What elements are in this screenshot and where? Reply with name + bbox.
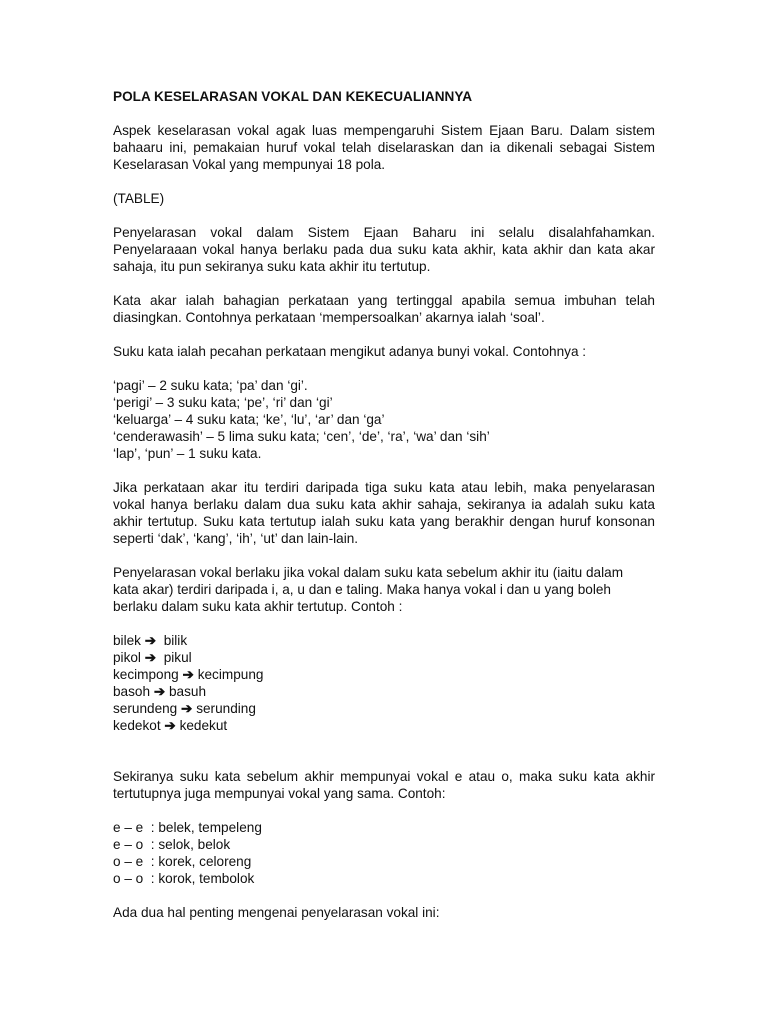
list-item: ‘perigi’ – 3 suku kata; ‘pe’, ‘ri’ dan ‘gi’	[113, 395, 333, 410]
list-item	[113, 870, 655, 887]
vowel-pair-list	[113, 819, 655, 887]
new-spelling: pikul	[163, 650, 192, 665]
vowel-pair-words: : selok, belok	[150, 837, 231, 852]
old-spelling: basoh	[113, 684, 151, 699]
vowel-pair: o – o	[113, 871, 144, 886]
list-item: ‘pagi’ – 2 suku kata; ‘pa’ dan ‘gi’.	[113, 378, 308, 393]
vowel-pair-words: : belek, tempeleng	[150, 820, 262, 835]
paragraph-harmony-rule	[113, 564, 655, 615]
vowel-pair: o – e	[113, 854, 144, 869]
vowel-pair: e – o	[113, 837, 144, 852]
paragraph-line: berlaku dalam suku kata akhir tertutup. Contoh :	[113, 599, 403, 614]
old-spelling: bilek	[113, 633, 141, 648]
list-item	[113, 632, 655, 649]
old-spelling: serundeng	[113, 701, 178, 716]
paragraph-intro: Aspek keselarasan vokal agak luas mempengaruhi Sistem Ejaan Baru. Dalam sistem bahaaru ini, pemakaian huruf vokal telah diselaraskan dan ia dikenali sebagai Sistem Keselarasan Vokal yang mempunyai 18 pola.	[113, 123, 655, 172]
arrow-right-icon: ➔	[181, 701, 193, 716]
list-item	[113, 819, 655, 836]
old-spelling: pikol	[113, 650, 141, 665]
list-item	[113, 649, 655, 666]
old-spelling: kedekot	[113, 718, 161, 733]
arrow-right-icon: ➔	[153, 684, 166, 699]
arrow-right-icon: ➔	[182, 667, 194, 682]
list-item: ‘lap’, ‘pun’ – 1 suku kata.	[113, 446, 262, 461]
paragraph-e-o-rule: Sekiranya suku kata sebelum akhir mempunyai vokal e atau o, maka suku kata akhir tertutupnya juga mempunyai vokal yang sama. Contoh:	[113, 769, 655, 801]
list-item	[113, 836, 655, 853]
arrow-right-icon: ➔	[164, 718, 176, 733]
list-item	[113, 853, 655, 870]
arrow-right-icon: ➔	[144, 633, 157, 648]
list-item: ‘cenderawasih’ – 5 lima suku kata; ‘cen’, ‘de’, ‘ra’, ‘wa’ dan ‘sih’	[113, 429, 490, 444]
paragraph-misunderstanding: Penyelarasan vokal dalam Sistem Ejaan Baharu ini selalu disalahfahamkan. Penyelaraaan vokal hanya berlaku pada dua suku kata akhir, kata akhir dan kata akar sahaja, itu pun sekiranya suku kata akhir itu tertutup.	[113, 225, 655, 274]
new-spelling: basuh	[169, 684, 207, 699]
spelling-change-list	[113, 632, 655, 734]
vowel-pair-words: : korek, celoreng	[150, 854, 252, 869]
vowel-pair-words: : korok, tembolok	[150, 871, 255, 886]
document-body	[113, 88, 655, 938]
paragraph-syllable-definition: Suku kata ialah pecahan perkataan mengikut adanya bunyi vokal. Contohnya :	[113, 344, 587, 359]
paragraph-line: Penyelarasan vokal berlaku jika vokal dalam suku kata sebelum akhir itu (iaitu dalam	[113, 565, 624, 580]
arrow-right-icon: ➔	[144, 650, 157, 665]
paragraph-root-word: Kata akar ialah bahagian perkataan yang tertinggal apabila semua imbuhan telah diasingkan. Contohnya perkataan ‘mempersoalkan’ akarnya ialah ‘soal’.	[113, 293, 655, 325]
new-spelling: serunding	[196, 701, 256, 716]
table-placeholder: (TABLE)	[113, 191, 165, 206]
new-spelling: kedekut	[179, 718, 228, 733]
syllable-example-list	[113, 377, 655, 462]
list-item	[113, 666, 655, 683]
new-spelling: kecimpung	[197, 667, 264, 682]
old-spelling: kecimpong	[113, 667, 179, 682]
list-item	[113, 683, 655, 700]
list-item	[113, 700, 655, 717]
list-item: ‘keluarga’ – 4 suku kata; ‘ke’, ‘lu’, ‘ar’ dan ‘ga’	[113, 412, 385, 427]
page-title: POLA KESELARASAN VOKAL DAN KEKECUALIANNYA	[113, 89, 473, 104]
paragraph-closed-syllable: Jika perkataan akar itu terdiri daripada tiga suku kata atau lebih, maka penyelarasan vokal hanya berlaku dalam dua suku kata akhir sahaja, sekiranya ia adalah suku kata akhir tertutup. Suku kata tertutup ialah suku kata yang berakhir dengan huruf konsonan seperti ‘dak’, ‘kang’, ‘ih’, ‘ut’ dan lain-lain.	[113, 480, 655, 546]
list-item	[113, 717, 655, 734]
new-spelling: bilik	[163, 633, 188, 648]
vowel-pair: e – e	[113, 820, 144, 835]
paragraph-two-points: Ada dua hal penting mengenai penyelarasan vokal ini:	[113, 905, 440, 920]
paragraph-line: kata akar) terdiri daripada i, a, u dan e taling. Maka hanya vokal i dan u yang boleh	[113, 582, 611, 597]
